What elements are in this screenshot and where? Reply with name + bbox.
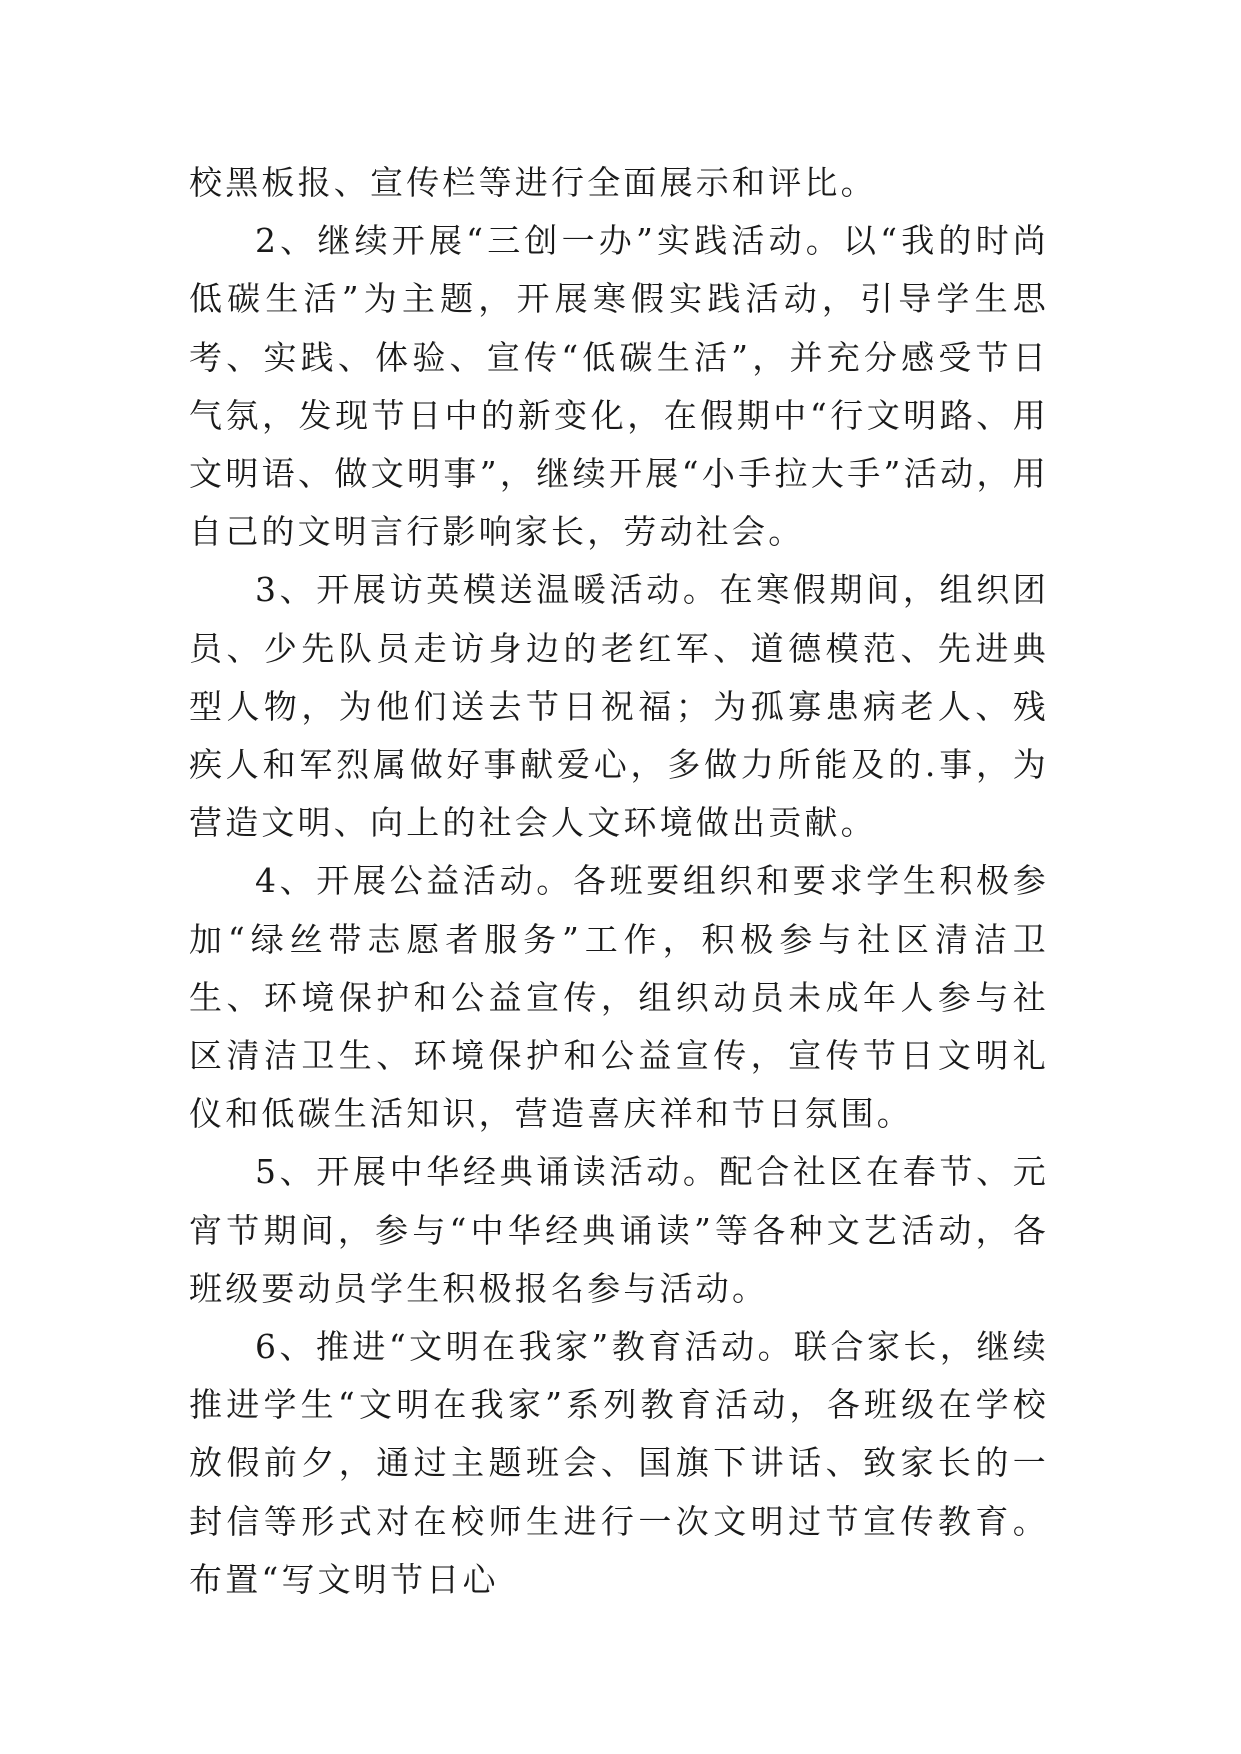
paragraph-item-4: 4、开展公益活动。各班要组织和要求学生积极参加“绿丝带志愿者服务”工作，积极参与社区清洁卫生、环境保护和公益宣传，组织动员未成年人参与社区清洁卫生、环境保护和公益宣传，宣传节日文明礼仪和低碳生活知识，营造喜庆祥和节日氛围。 bbox=[189, 861, 1049, 1134]
document-body bbox=[189, 154, 1049, 1609]
paragraph-continuation: 校黑板报、宣传栏等进行全面展示和评比。 bbox=[189, 163, 877, 202]
paragraph-item-5: 5、开展中华经典诵读活动。配合社区在春节、元宵节期间，参与“中华经典诵读”等各种文艺活动，各班级要动员学生积极报名参与活动。 bbox=[189, 1152, 1049, 1308]
paragraph-item-3: 3、开展访英模送温暖活动。在寒假期间，组织团员、少先队员走访身边的老红军、道德模范、先进典型人物，为他们送去节日祝福；为孤寡患病老人、残疾人和军烈属做好事献爱心，多做力所能及的.事，为营造文明、向上的社会人文环境做出贡献。 bbox=[189, 570, 1049, 843]
paragraph-item-6: 6、推进“文明在我家”教育活动。联合家长，继续推进学生“文明在我家”系列教育活动，各班级在学校放假前夕，通过主题班会、国旗下讲话、致家长的一封信等形式对在校师生进行一次文明过节宣传教育。布置“写文明节日心 bbox=[189, 1327, 1049, 1599]
paragraph-item-2: 2、继续开展“三创一办”实践活动。以“我的时尚低碳生活”为主题，开展寒假实践活动，引导学生思考、实践、体验、宣传“低碳生活”，并充分感受节日气氛，发现节日中的新变化，在假期中“行文明路、用文明语、做文明事”，继续开展“小手拉大手”活动，用自己的文明言行影响家长，劳动社会。 bbox=[189, 221, 1049, 552]
